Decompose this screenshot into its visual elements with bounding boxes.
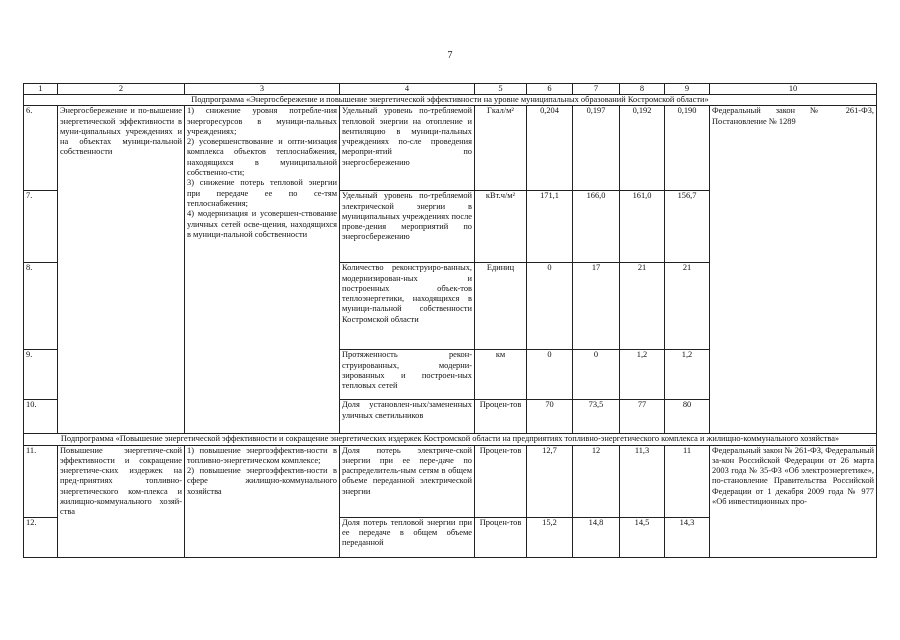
value-cell: 156,7 xyxy=(665,191,710,263)
column-number: 6 xyxy=(527,84,573,95)
row-number: 7. xyxy=(24,191,58,263)
indicator-cell: Удельный уровень по-требляемой электрической энергии в муниципальных учреждениях после прове-дения мероприятий по энергосбережению xyxy=(340,191,475,263)
value-cell: 0,204 xyxy=(527,106,573,191)
value-cell: 14,3 xyxy=(665,517,710,557)
unit-cell: Процен-тов xyxy=(475,400,527,434)
value-cell: 12,7 xyxy=(527,445,573,517)
value-cell: 80 xyxy=(665,400,710,434)
value-cell: 11 xyxy=(665,445,710,517)
subprogram-row xyxy=(24,95,877,106)
value-cell: 0,192 xyxy=(620,106,665,191)
measures-cell: 1) снижение уровня потребле-ния энергоресурсов в муници-пальных учреждениях; 2) усовершенствование и опти-мизация комплекса объектов теплоснабжения, находящихся в муниципальной собственно-сти; 3) снижение потерь тепловой энергии при передаче ее по се-тям теплоснабжения; 4) модернизация и усовершен-ствование уличных сетей осве-щения, находящихся в муници-пальной собственности xyxy=(185,106,340,434)
row-number: 10. xyxy=(24,400,58,434)
unit-cell: Гкал/м² xyxy=(475,106,527,191)
value-cell: 171,1 xyxy=(527,191,573,263)
page-number: 7 xyxy=(447,50,453,61)
column-number: 9 xyxy=(665,84,710,95)
value-cell: 14,8 xyxy=(573,517,620,557)
value-cell: 17 xyxy=(573,263,620,350)
value-cell: 21 xyxy=(620,263,665,350)
value-cell: 77 xyxy=(620,400,665,434)
unit-cell: Процен-тов xyxy=(475,445,527,517)
value-cell: 14,5 xyxy=(620,517,665,557)
indicator-cell: Протяженность рекон-струированных, модерни-зированных и построен-ных тепловых сетей xyxy=(340,350,475,400)
value-cell: 12 xyxy=(573,445,620,517)
subprogram-title: Подпрограмма «Энергосбережение и повышение энергетической эффективности на уровне муниципальных образований Костромской области» xyxy=(24,95,877,106)
row-number: 9. xyxy=(24,350,58,400)
indicator-cell: Доля потерь тепловой энергии при ее передаче в общем объеме переданной xyxy=(340,517,475,557)
table-row xyxy=(24,445,877,517)
column-number: 5 xyxy=(475,84,527,95)
table-row xyxy=(24,106,877,191)
value-cell: 0 xyxy=(573,350,620,400)
column-number: 8 xyxy=(620,84,665,95)
row-number: 6. xyxy=(24,106,58,191)
unit-cell: км xyxy=(475,350,527,400)
value-cell: 1,2 xyxy=(620,350,665,400)
column-number: 10 xyxy=(710,84,877,95)
value-cell: 21 xyxy=(665,263,710,350)
value-cell: 73,5 xyxy=(573,400,620,434)
indicator-cell: Доля установлен-ных/замененных уличных светильников xyxy=(340,400,475,434)
value-cell: 161,0 xyxy=(620,191,665,263)
program-indicators-table xyxy=(23,83,877,558)
task-cell: Повышение энергетиче-ской эффективности и сокращение энергетиче-ских издержек на пред-приятиях топливно-энергетического ком-плекса и жилищно-коммунального хозяй-ства xyxy=(58,445,185,557)
subprogram-row xyxy=(24,434,877,445)
unit-cell: Процен-тов xyxy=(475,517,527,557)
value-cell: 0 xyxy=(527,350,573,400)
indicator-cell: Доля потерь электриче-ской энергии при ее пере-даче по распределитель-ным сетям в общем объеме переданной электрической энергии xyxy=(340,445,475,517)
column-number-row xyxy=(24,84,877,95)
column-number: 4 xyxy=(340,84,475,95)
indicator-cell: Удельный уровень по-требляемой тепловой энергии на отопление и вентиляцию в муници-пальных учреждениях по-сле проведения меропри-ятий по энергосбережению xyxy=(340,106,475,191)
column-number: 3 xyxy=(185,84,340,95)
value-cell: 0,190 xyxy=(665,106,710,191)
task-cell: Энергосбережение и по-вышение энергетической эффективности в муни-ципальных учреждениях и на объектах муници-пальной собственности xyxy=(58,106,185,434)
row-number: 8. xyxy=(24,263,58,350)
subprogram-title: Подпрограмма «Повышение энергетической эффективности и сокращение энергетических издержек Костромской области на предприятиях топливно-энергетического комплекса и жилищно-коммунального хозяйства» xyxy=(24,434,877,445)
column-number: 1 xyxy=(24,84,58,95)
value-cell: 15,2 xyxy=(527,517,573,557)
value-cell: 166,0 xyxy=(573,191,620,263)
measures-cell: 1) повышение энергоэффектив-ности в топливно-энергетическом комплексе; 2) повышение энергоэффектив-ности в сфере жилищно-коммунального хозяйства xyxy=(185,445,340,557)
unit-cell: кВт.ч/м² xyxy=(475,191,527,263)
value-cell: 11,3 xyxy=(620,445,665,517)
value-cell: 1,2 xyxy=(665,350,710,400)
legal-basis-cell: Федеральный закон № 261-ФЗ, Федеральный за-кон Российской Федерации от 26 марта 2003 года № 35-ФЗ «Об электроэнергетике», по-становление Правительства Российской Федерации от 1 декабря 2009 года № 977 «Об инвестиционных про- xyxy=(710,445,877,557)
column-number: 2 xyxy=(58,84,185,95)
row-number: 12. xyxy=(24,517,58,557)
unit-cell: Единиц xyxy=(475,263,527,350)
value-cell: 0 xyxy=(527,263,573,350)
column-number: 7 xyxy=(573,84,620,95)
value-cell: 0,197 xyxy=(573,106,620,191)
value-cell: 70 xyxy=(527,400,573,434)
legal-basis-cell: Федеральный закон № 261-ФЗ, Постановление № 1289 xyxy=(710,106,877,434)
indicator-cell: Количество реконструиро-ванных, модернизирован-ных и построенных объек-тов теплоэнергетики, находящихся в муници-пальной собственности Костромской области xyxy=(340,263,475,350)
row-number: 11. xyxy=(24,445,58,517)
